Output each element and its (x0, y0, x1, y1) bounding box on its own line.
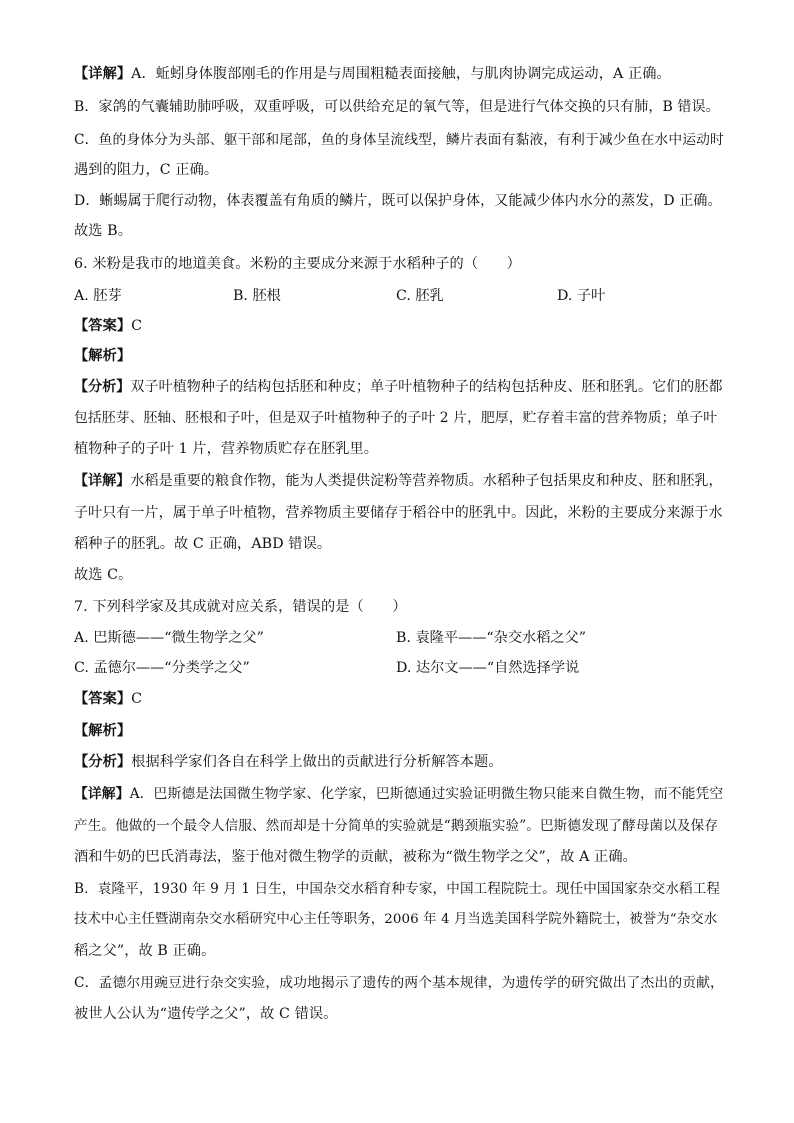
q7-option-b: B. 袁隆平——“杂交水稻之父” (396, 630, 587, 646)
q7-option-d: D. 达尔文——“自然选择学说 (396, 660, 580, 676)
analysis-tag: 【解析】 (74, 723, 132, 739)
q6-answer-value: C (131, 318, 143, 334)
answer-tag: 【答案】 (74, 691, 132, 707)
q5-line-c2: 遇到的阻力，C 正确。 (74, 162, 219, 178)
q6-analysis-line2: 包括胚芽、胚轴、胚根和子叶，但是双子叶植物种子的子叶 2 片，肥厚，贮存着丰富的营养物质；单子叶 (74, 410, 718, 426)
q6-analysis-heading (74, 346, 724, 366)
detail-tag: 【详解】 (74, 66, 132, 82)
q5-conclusion: 故选 B。 (74, 223, 132, 239)
q7-line-b2: 技术中心主任暨湖南杂交水稻研究中心主任等职务，2006 年 4 月当选美国科学院外籍院士，被誉为“杂交水 (74, 912, 718, 927)
q7-detail-line1 (74, 784, 724, 804)
q6-analysis-text1: 双子叶植物种子的结构包括胚和种皮；单子叶植物种子的结构包括种皮、胚和胚乳。它们的胚都 (130, 379, 723, 395)
q6-option-b: B. 胚根 (233, 288, 281, 304)
q5-line-c1: C．鱼的身体分为头部、躯干部和尾部，鱼的身体呈流线型，鳞片表面有黏液，有利于减少鱼在水中运动时 (74, 132, 724, 148)
q5-detail-line (74, 64, 724, 84)
detail-tag: 【详解】 (74, 786, 130, 802)
q5-line-d: D．蜥蜴属于爬行动物，体表覆盖有角质的鳞片，既可以保护身体，又能减少体内水分的蒸发，D 正确。 (74, 193, 722, 209)
q7-line-c1: C．孟德尔用豌豆进行杂交实验，成功地揭示了遗传的两个基本规律，为遗传学的研究做出了杰出的贡献， (74, 975, 724, 991)
q6-option-a: A. 胚芽 (74, 288, 122, 304)
q6-detail-line2: 子叶只有一片，属于单子叶植物，营养物质主要储存于稻谷中的胚乳中。因此，米粉的主要成分来源于水 (74, 505, 723, 521)
q5-detail-text: A．蚯蚓身体腹部刚毛的作用是与周围粗糙表面接触，与肌肉协调完成运动，A 正确。 (131, 66, 671, 82)
q7-detail-line2: 产生。他做的一个最令人信服、然而却是十分简单的实验就是“鹅颈瓶实验”。巴斯德发现了酵母菌以及保存 (74, 818, 719, 834)
q7-line-c2: 被世人公认为“遗传学之父”，故 C 错误。 (74, 1006, 338, 1022)
q6-detail-line1 (74, 471, 724, 491)
analysis-tag: 【解析】 (74, 348, 132, 364)
analysis-sub-tag: 【分析】 (74, 379, 131, 395)
q6-answer (74, 316, 724, 336)
q6-analysis-line1 (74, 377, 724, 397)
q7-analysis-heading (74, 721, 724, 741)
q7-detail-text1: A．巴斯德是法国微生物学家、化学家，巴斯德通过实验证明微生物只能来自微生物，而不能凭空 (129, 786, 724, 802)
q7-option-a: A. 巴斯德——“微生物学之父” (74, 630, 264, 646)
analysis-sub-tag: 【分析】 (74, 754, 132, 770)
answer-tag: 【答案】 (74, 318, 132, 334)
q6-detail-line3: 稻种子的胚乳。故 C 正确，ABD 错误。 (74, 536, 332, 552)
q7-stem: 7. 下列科学家及其成就对应关系，错误的是（ ） (74, 599, 407, 615)
q6-option-d: D. 子叶 (557, 288, 606, 304)
q6-stem: 6. 米粉是我市的地道美食。米粉的主要成分来源于水稻种子的（ ） (74, 256, 521, 272)
q5-line-b: B．家鸽的气囊辅助肺呼吸，双重呼吸，可以供给充足的氧气等，但是进行气体交换的只有肺，B 错误。 (74, 99, 720, 115)
q7-detail-line3: 酒和牛奶的巴氏消毒法，鉴于他对微生物学的贡献，被称为“微生物学之父”，故 A 正确。 (74, 849, 637, 865)
q6-analysis-line3: 植物种子的子叶 1 片，营养物质贮存在胚乳里。 (74, 441, 379, 457)
q7-option-c: C. 孟德尔——“分类学之父” (74, 660, 250, 676)
q6-option-c: C. 胚乳 (396, 288, 444, 304)
detail-tag: 【详解】 (74, 473, 131, 489)
q7-line-b3: 稻之父”，故 B 正确。 (74, 943, 216, 959)
q7-line-b1: B．袁隆平，1930 年 9 月 1 日生，中国杂交水稻育种专家，中国工程院院士。现任中国国家杂交水稻工程 (74, 881, 721, 897)
q6-detail-text1: 水稻是重要的粮食作物，能为人类提供淀粉等营养物质。水稻种子包括果皮和种皮、胚和胚乳， (130, 473, 723, 489)
q7-answer (74, 689, 724, 709)
q7-answer-value: C (131, 691, 143, 707)
q6-conclusion: 故选 C。 (74, 567, 133, 583)
q7-analysis-text1: 根据科学家们各自在科学上做出的贡献进行分析解答本题。 (131, 754, 503, 770)
q7-analysis-line1 (74, 752, 724, 772)
